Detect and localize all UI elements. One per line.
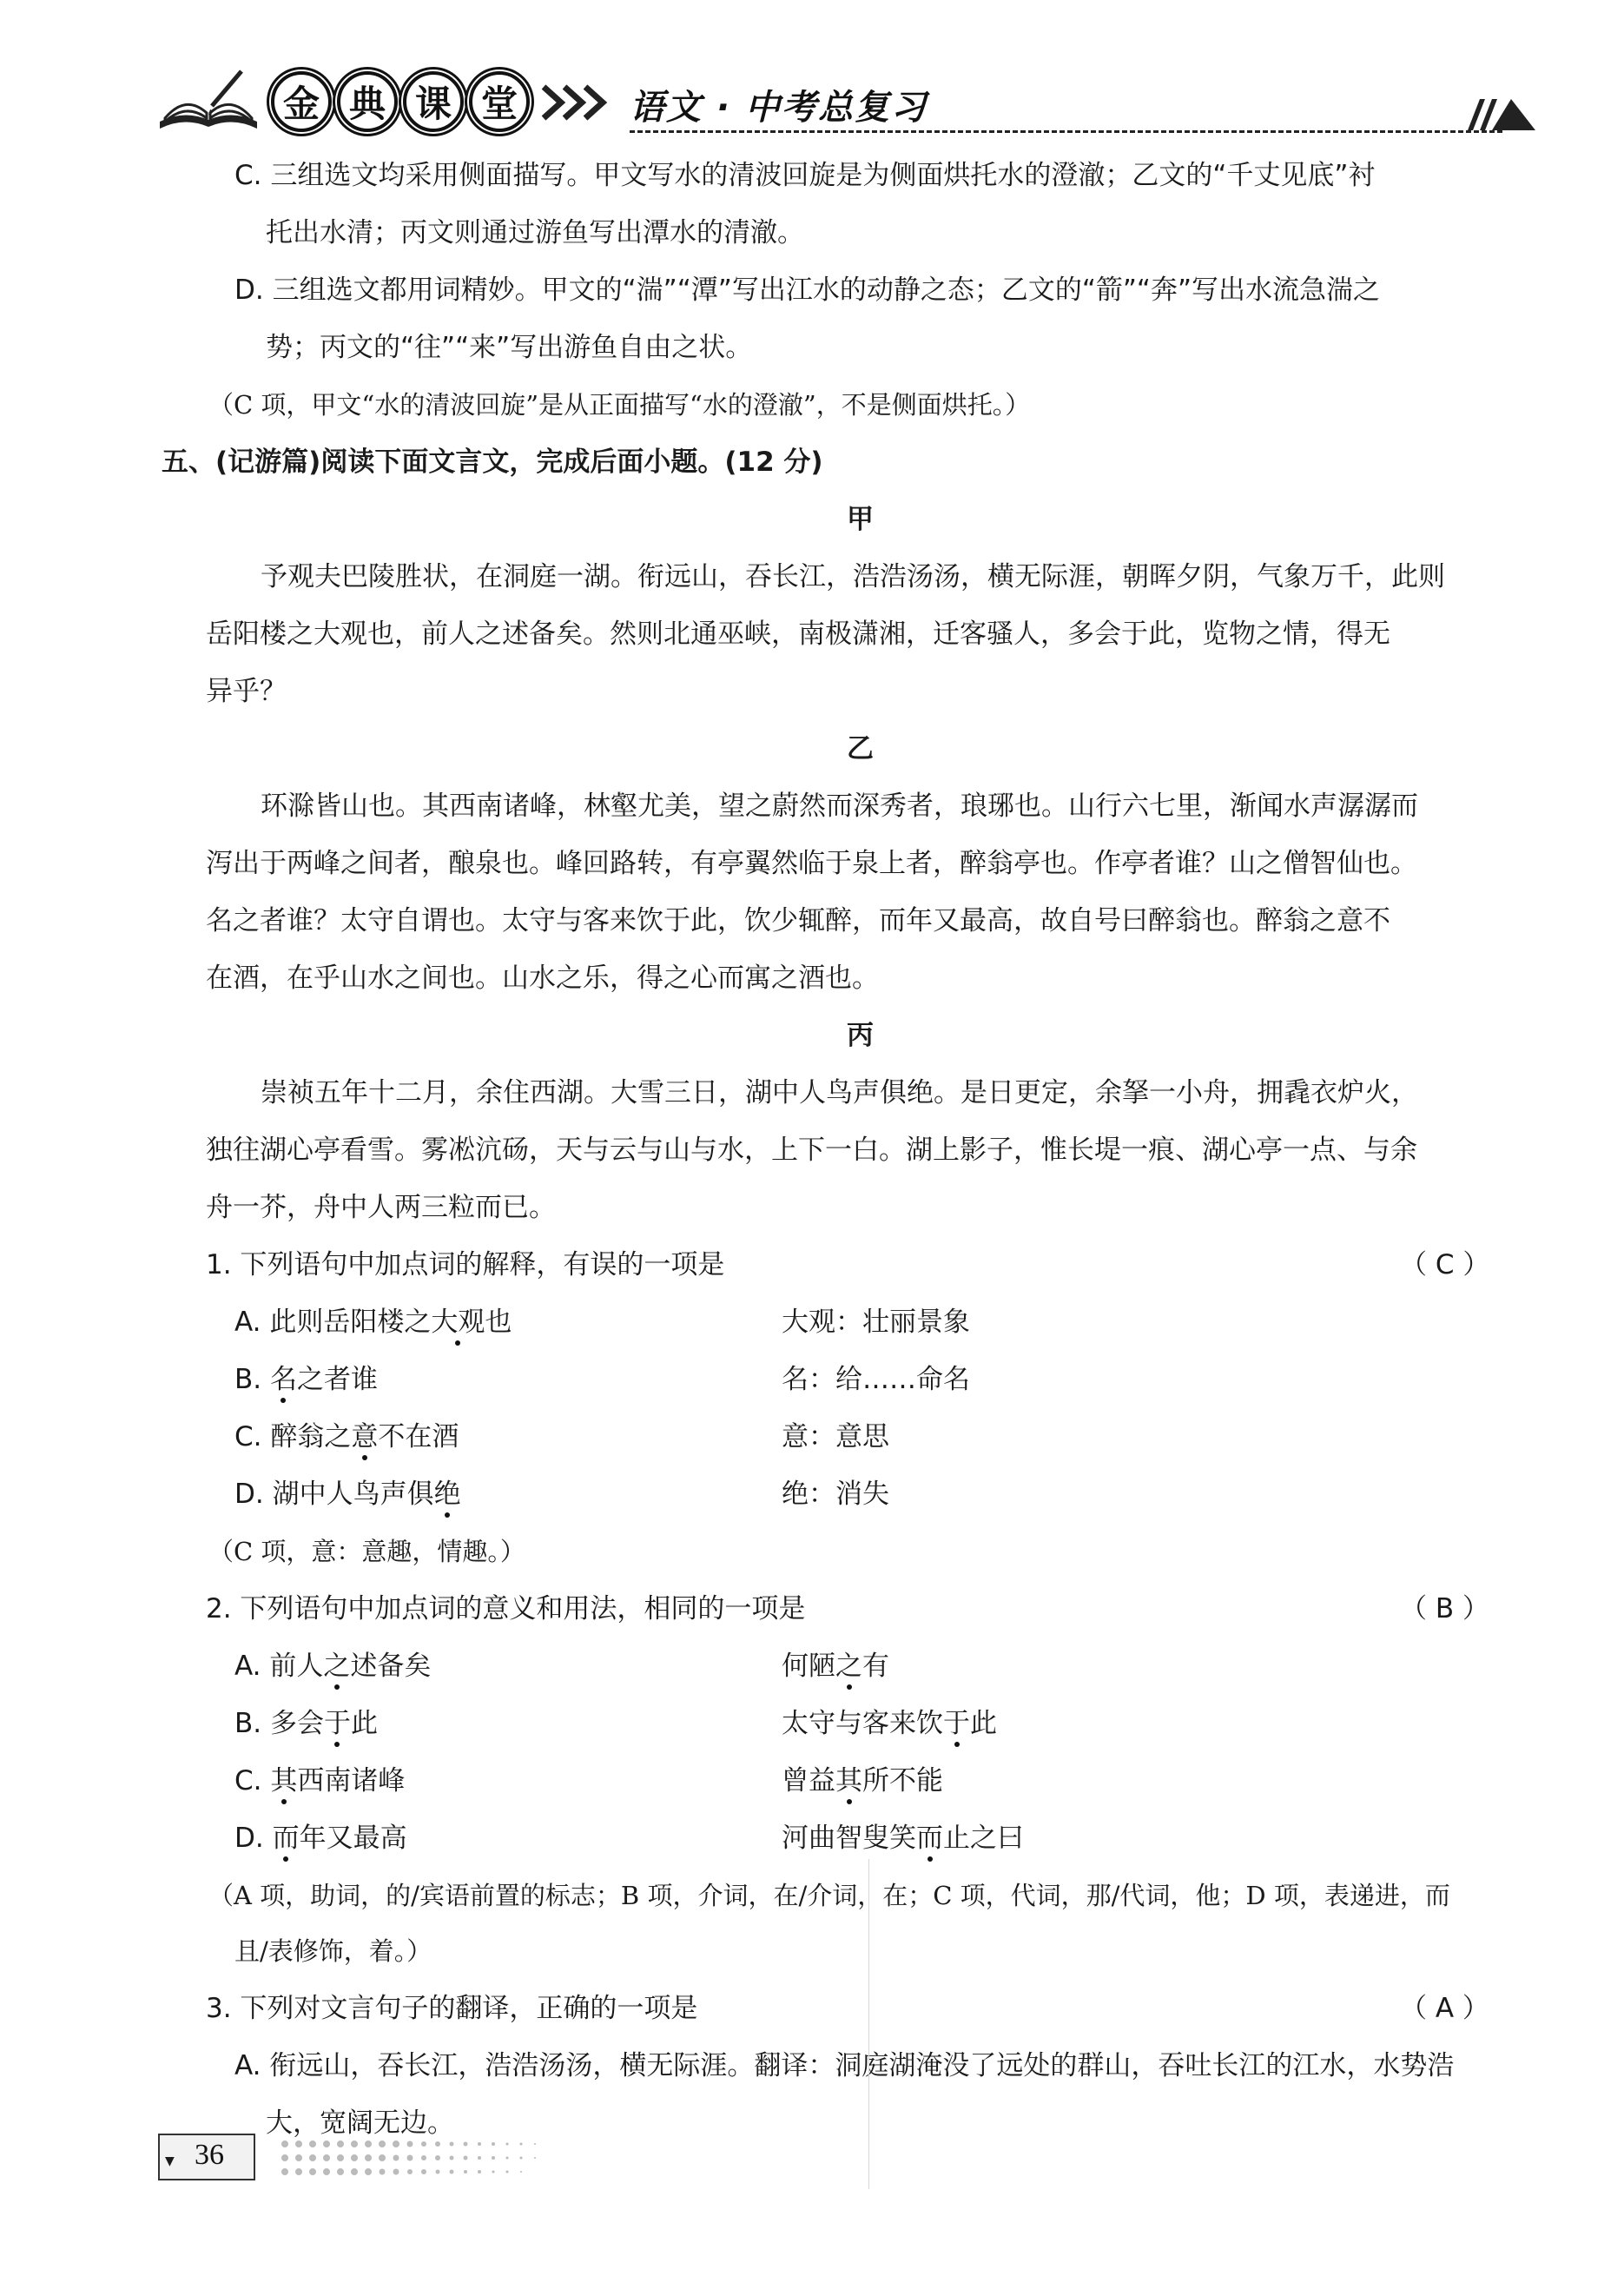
passage-line: 异乎？ [206, 676, 287, 707]
emphasis-dot-word: 绝 [433, 1479, 461, 1510]
option-row: 大，宽阔无边。 [266, 2107, 454, 2139]
text-line: 势；丙文的“往”“来”写出游鱼自由之状。 [266, 332, 753, 363]
passage-line: 名之者谁？太守自谓也。太守与客来饮于此，饮少辄醉，而年又最高，故自号曰醉翁也。醉翁之意不 [206, 905, 1390, 936]
option-compare: 河曲智叟笑而止之曰 [782, 1823, 1024, 1854]
header-subtitle: 语文 · 中考总复习 [630, 88, 928, 128]
header-divider [630, 130, 1502, 133]
option-gloss: 大观：壮丽景象 [782, 1307, 970, 1338]
open-book-pen-icon [156, 68, 261, 136]
explanation-note: （C 项，意：意趣，情趣。） [208, 1537, 525, 1566]
emphasis-dot-word: 名 [269, 1364, 297, 1395]
passage-line: 泻出于两峰之间者，酿泉也。峰回路转，有亭翼然临于泉上者，醉翁亭也。作亭者谁？山之僧智仙也。 [206, 848, 1417, 879]
brand-char: 课 [403, 71, 464, 132]
option-gloss: 绝：消失 [782, 1479, 889, 1510]
column-divider [868, 1859, 869, 2189]
page-header [156, 61, 1537, 139]
emphasis-dot-word: 其 [835, 1765, 862, 1796]
option-row: C. 醉翁之意不在酒 [234, 1421, 459, 1452]
passage-line: 在酒，在乎山水之间也。山水之乐，得之心而寓之酒也。 [206, 963, 879, 994]
brand-char: 金 [271, 71, 332, 132]
option-row: A. 衔远山，吞长江，浩浩汤汤，横无际涯。翻译：洞庭湖淹没了远处的群山，吞吐长江的江水，水势浩 [234, 2050, 1455, 2081]
section-heading: 五、(记游篇)阅读下面文言文，完成后面小题。(12 分) [162, 447, 823, 478]
option-row: D. 湖中人鸟声俱绝 [234, 1479, 461, 1510]
option-row: B. 名之者谁 [234, 1364, 378, 1395]
dot-pattern-decoration [280, 2137, 592, 2177]
answer-choice: （ C ） [1400, 1249, 1490, 1280]
option-row: C. 其西南诸峰 [234, 1765, 406, 1796]
passage-line: 环滁皆山也。其西南诸峰，林壑尤美，望之蔚然而深秀者，琅琊也。山行六七里，渐闻水声潺潺而 [261, 791, 1418, 822]
brand-char: 典 [337, 71, 398, 132]
option-row: D. 而年又最高 [234, 1823, 407, 1854]
question-stem: 2. 下列语句中加点词的意义和用法，相同的一项是 [206, 1593, 806, 1624]
brand-title [271, 71, 530, 132]
option-row: B. 多会于此 [234, 1708, 378, 1739]
option-gloss: 名：给……命名 [782, 1364, 970, 1395]
emphasis-dot-word: 意 [351, 1421, 379, 1452]
option-gloss: 意：意思 [782, 1421, 889, 1452]
emphasis-dot-word: 于 [943, 1708, 970, 1739]
answer-choice: （ B ） [1400, 1593, 1489, 1624]
text-line: 托出水清；丙文则通过游鱼写出潭水的清澈。 [266, 217, 804, 248]
passage-title-bing: 丙 [847, 1020, 874, 1051]
explanation-note: 且/表修饰，着。） [234, 1936, 432, 1966]
passage-title-jia: 甲 [847, 504, 874, 535]
option-compare: 曾益其所不能 [782, 1765, 943, 1796]
question-stem: 1. 下列语句中加点词的解释，有误的一项是 [206, 1249, 725, 1280]
emphasis-dot-word: 之 [323, 1651, 351, 1682]
passage-line: 舟一芥，舟中人两三粒而已。 [206, 1192, 556, 1223]
option-compare: 太守与客来饮于此 [782, 1708, 997, 1739]
option-row: A. 前人之述备矣 [234, 1651, 432, 1682]
question-stem: 3. 下列对文言句子的翻译，正确的一项是 [206, 1993, 698, 2024]
emphasis-dot-word: 大观 [431, 1307, 485, 1338]
answer-choice: （ A ） [1400, 1993, 1489, 2024]
brand-char: 堂 [469, 71, 530, 132]
explanation-note: （C 项，甲文“水的清波回旋”是从正面描写“水的澄澈”，不是侧面烘托。） [208, 390, 1031, 420]
emphasis-dot-word: 其 [270, 1765, 298, 1796]
explanation-note: （A 项，助词，的/宾语前置的标志；B 项，介词，在/介词，在；C 项，代词，那/代词，他；D 项，表递进，而 [208, 1881, 1450, 1910]
page-number: 36 [195, 2139, 224, 2171]
passage-title-yi: 乙 [847, 733, 874, 764]
passage-line: 予观夫巴陵胜状，在洞庭一湖。衔远山，吞长江，浩浩汤汤，横无际涯，朝晖夕阴，气象万千，此则 [261, 561, 1445, 592]
option-row: A. 此则岳阳楼之大观也 [234, 1307, 512, 1338]
emphasis-dot-word: 之 [835, 1651, 862, 1682]
passage-line: 崇祯五年十二月，余住西湖。大雪三日，湖中人鸟声俱绝。是日更定，余拏一小舟，拥毳衣炉火， [261, 1077, 1418, 1108]
corner-stripes-icon [1468, 96, 1537, 132]
text-line: C. 三组选文均采用侧面描写。甲文写水的清波回旋是为侧面烘托水的澄澈；乙文的“千丈见底”衬 [234, 160, 1376, 191]
page-number-box [158, 2134, 255, 2180]
passage-line: 岳阳楼之大观也，前人之述备矣。然则北通巫峡，南极潇湘，迁客骚人，多会于此，览物之情，得无 [206, 619, 1390, 650]
triangle-icon: ▼ [165, 2154, 175, 2168]
text-line: D. 三组选文都用词精妙。甲文的“湍”“潭”写出江水的动静之态；乙文的“箭”“奔”写出水流急湍之 [234, 275, 1381, 306]
emphasis-dot-word: 而 [272, 1823, 300, 1854]
emphasis-dot-word: 而 [916, 1823, 943, 1854]
option-compare: 何陋之有 [782, 1651, 889, 1682]
passage-line: 独往湖心亭看雪。雾凇沆砀，天与云与山与水，上下一白。湖上影子，惟长堤一痕、湖心亭一点、与余 [206, 1135, 1417, 1166]
emphasis-dot-word: 于 [323, 1708, 351, 1739]
double-chevron-icon [538, 82, 617, 123]
